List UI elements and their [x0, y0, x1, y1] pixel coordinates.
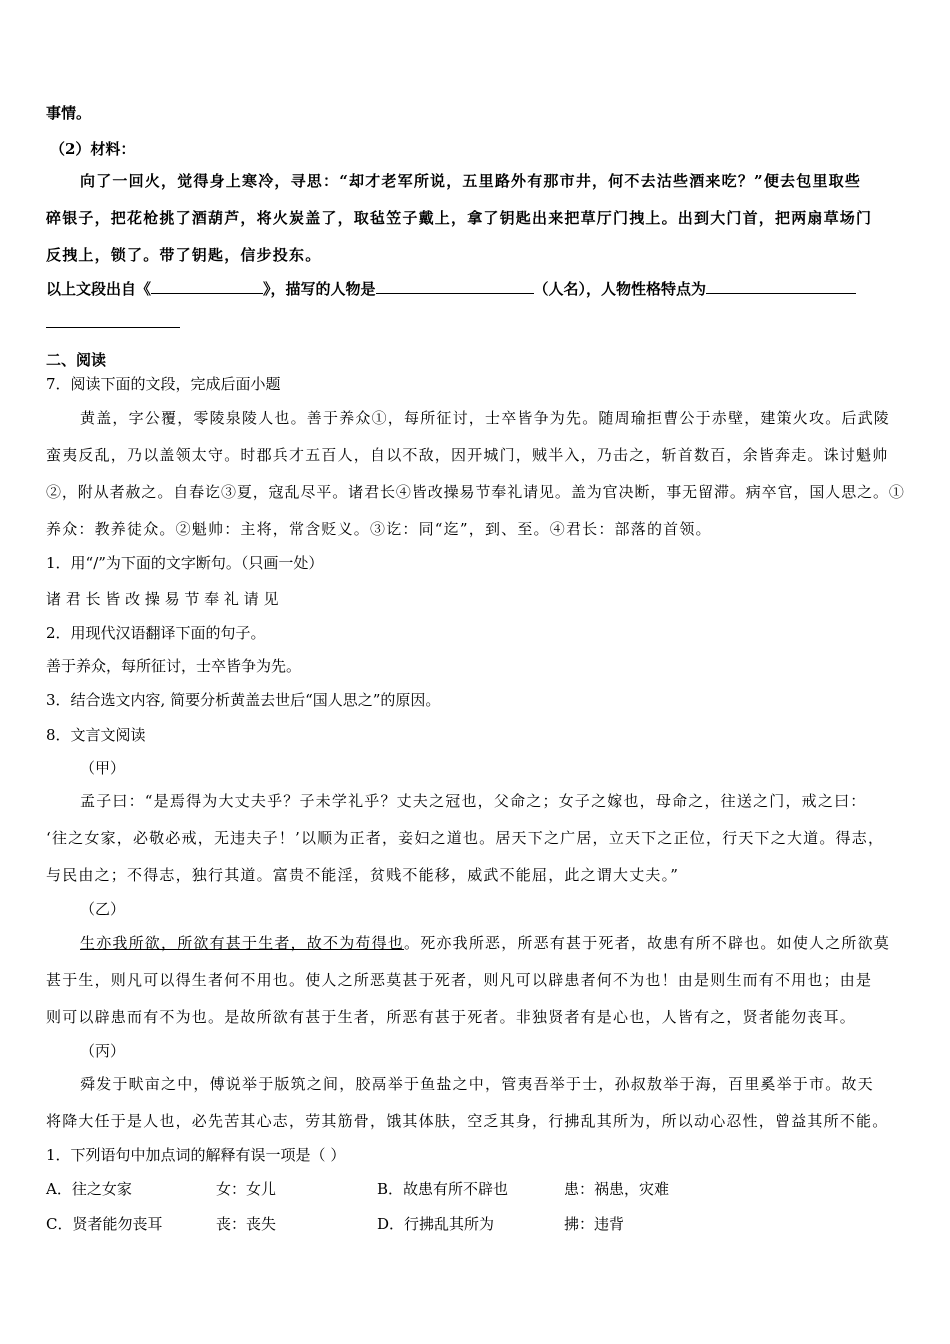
blank-traits[interactable]: [706, 279, 856, 294]
yi-line: 甚于生，则凡可以得生者何不用也。使人之所恶莫甚于死者，则凡可以辟患者何不为也！由是则生而有不用也；由是: [46, 971, 873, 989]
q7-sub3: 3．结合选文内容, 简要分析黄盖去世后“国人思之”的原因。: [46, 691, 441, 709]
jia-line: 与民由之；不得志，独行其道。富贵不能淫，贫贱不能移，威武不能屈，此之谓大丈夫。”: [46, 866, 680, 884]
option-b-gloss: 患：祸患，灾难: [564, 1180, 670, 1198]
yi-line: [80, 932, 890, 953]
q7-sub1-text: 诸 君 长 皆 改 操 易 节 奉 礼 请 见: [46, 590, 279, 608]
q8-sub1: 1．下列语句中加点词的解释有误一项是（ ）: [46, 1146, 346, 1164]
option-d-gloss: 拂：违背: [564, 1215, 625, 1233]
option-d[interactable]: D．行拂乱其所为: [377, 1215, 495, 1233]
label-yi: （乙）: [80, 900, 126, 918]
label-jia: （甲）: [80, 759, 126, 777]
bing-line: 将降大任于是人也，必先苦其心志，劳其筋骨，饿其体肤，空乏其身，行拂乱其所为，所以动心忍性，曾益其所不能。: [46, 1112, 889, 1130]
line-ending: 事情。: [46, 104, 92, 122]
answer-line-continued[interactable]: [46, 313, 180, 332]
jia-line: 孟子曰：“是焉得为大丈夫乎？子未学礼乎？丈夫之冠也，父命之；女子之嫁也，母命之，往送之门，戒之曰：: [80, 792, 867, 810]
q7-passage-line: 蛮夷反乱，乃以盖领太守。时郡兵才五百人，自以不敌，因开城门，贼半入，乃击之，斩首数百，余皆奔走。诛讨魁帅: [46, 446, 889, 464]
jia-line: ‘往之女家，必敬必戒，无违夫子！’以顺为正者，妾妇之道也。居天下之广居，立天下之正位，行天下之大道。得志，: [46, 829, 885, 847]
q7-passage-line: 黄盖，字公覆，零陵泉陵人也。善于养众①，每所征讨，士卒皆争为先。随周瑜拒曹公于赤壁，建策火攻。后武陵: [80, 409, 891, 427]
q8-intro: 8．文言文阅读: [46, 726, 146, 744]
passage-line: 反拽上，锁了。带了钥匙，信步投东。: [46, 246, 322, 264]
fill-in-question: [46, 278, 856, 299]
question-text: 》，描写的人物是: [263, 280, 376, 298]
blank-source[interactable]: [151, 279, 263, 294]
option-b[interactable]: B．故患有所不辟也: [377, 1180, 509, 1198]
underlined-sentence: 生亦我所欲，所欲有甚于生者，故不为苟得也: [80, 934, 405, 952]
option-a-gloss: 女：女儿: [216, 1180, 277, 1198]
bing-line: 舜发于畎亩之中，傅说举于版筑之间，胶鬲举于鱼盐之中，管夷吾举于士，孙叔敖举于海，百里奚举于市。故天: [80, 1075, 874, 1093]
option-c[interactable]: C．贤者能勿丧耳: [46, 1215, 163, 1233]
q7-sub2: 2．用现代汉语翻译下面的句子。: [46, 624, 266, 642]
q7-intro: 7．阅读下面的文段，完成后面小题: [46, 375, 281, 393]
passage-line: 向了一回火，觉得身上寒冷，寻思：“却才老军所说，五里路外有那市井，何不去沽些酒来吃？”便去包里取些: [80, 172, 862, 190]
q7-passage-line: ②，附从者赦之。自春讫③夏，寇乱尽平。诸君长④皆改操易节奉礼请见。盖为官决断，事无留滞。病卒官，国人思之。①: [46, 483, 905, 501]
section-title: 二、阅读: [46, 351, 107, 369]
question-text: 以上文段出自《: [46, 280, 152, 298]
part2-label: （2）材料：: [50, 140, 136, 158]
question-text: （人名），人物性格特点为: [533, 280, 707, 298]
blank-character[interactable]: [376, 279, 534, 294]
yi-rest: 。死亦我所恶，所恶有甚于死者，故患有所不辟也。如使人之所欲莫: [404, 934, 891, 952]
option-c-gloss: 丧：丧失: [216, 1215, 277, 1233]
passage-line: 碎银子，把花枪挑了酒葫芦，将火炭盖了，取毡笠子戴上，拿了钥匙出来把草厅门拽上。出到大门首，把两扇草场门: [46, 209, 873, 227]
label-bing: （丙）: [80, 1042, 126, 1060]
option-a[interactable]: A．往之女家: [46, 1180, 132, 1198]
q7-notes: 养众：教养徒众。②魁帅：主将，常含贬义。③讫：同“迄”，到、至。④君长：部落的首领。: [46, 520, 712, 538]
q7-sub1: 1．用“/”为下面的文字断句。（只画一处）: [46, 554, 324, 572]
yi-line: 则可以辟患而有不为也。是故所欲有甚于生者，所恶有甚于死者。非独贤者有是心也，人皆有之，贤者能勿丧耳。: [46, 1008, 857, 1026]
q7-sub2-text: 善于养众，每所征讨，士卒皆争为先。: [46, 657, 302, 675]
